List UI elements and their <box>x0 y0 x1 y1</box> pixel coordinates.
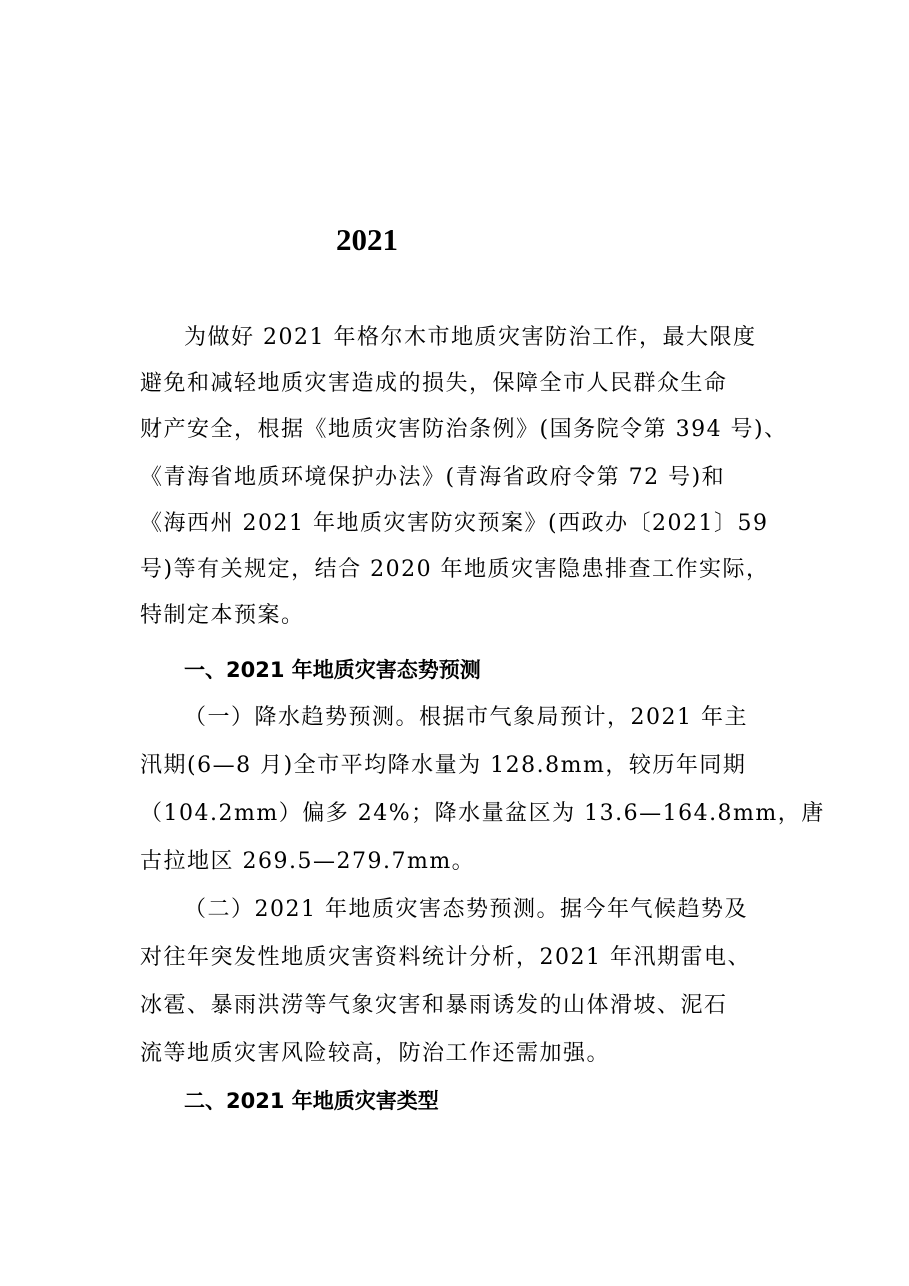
intro-line-6: 号)等有关规定，结合 2020 年地质灾害隐患排查工作实际， <box>140 557 770 582</box>
section-1-sub1-line-2: 汛期(6—8 月)全市平均降水量为 128.8mm，较历年同期 <box>140 753 747 778</box>
section-1-heading: 一、2021 年地质灾害态势预测 <box>184 658 481 682</box>
section-1-sub2-line-2: 对往年突发性地质灾害资料统计分析，2021 年汛期雷电、 <box>140 945 751 970</box>
section-2-heading: 二、2021 年地质灾害类型 <box>184 1089 439 1113</box>
intro-line-5: 《海西州 2021 年地质灾害防灾预案》(西政办〔2021〕59 <box>140 511 769 536</box>
section-1-sub1-line-1: （一）降水趋势预测。根据市气象局预计，2021 年主 <box>184 705 748 730</box>
intro-line-7: 特制定本预案。 <box>140 603 305 628</box>
section-1-sub2-line-4: 流等地质灾害风险较高，防治工作还需加强。 <box>140 1041 611 1066</box>
intro-line-3: 财产安全，根据《地质灾害防治条例》(国务院令第 394 号)、 <box>140 417 788 442</box>
intro-line-2: 避免和减轻地质灾害造成的损失，保障全市人民群众生命 <box>140 371 728 396</box>
document-title: 2021 <box>336 222 398 257</box>
intro-line-1: 为做好 2021 年格尔木市地质灾害防治工作，最大限度 <box>184 325 757 350</box>
section-1-sub2-line-3: 冰雹、暴雨洪涝等气象灾害和暴雨诱发的山体滑坡、泥石 <box>140 993 728 1018</box>
intro-line-4: 《青海省地质环境保护办法》(青海省政府令第 72 号)和 <box>140 465 726 490</box>
section-1-sub1-line-4: 古拉地区 269.5—279.7mm。 <box>140 849 476 874</box>
section-1-sub2-line-1: （二）2021 年地质灾害态势预测。据今年气候趋势及 <box>184 897 748 922</box>
section-1-sub1-line-3: （104.2mm）偏多 24%；降水量盆区为 13.6—164.8mm，唐 <box>140 801 825 826</box>
